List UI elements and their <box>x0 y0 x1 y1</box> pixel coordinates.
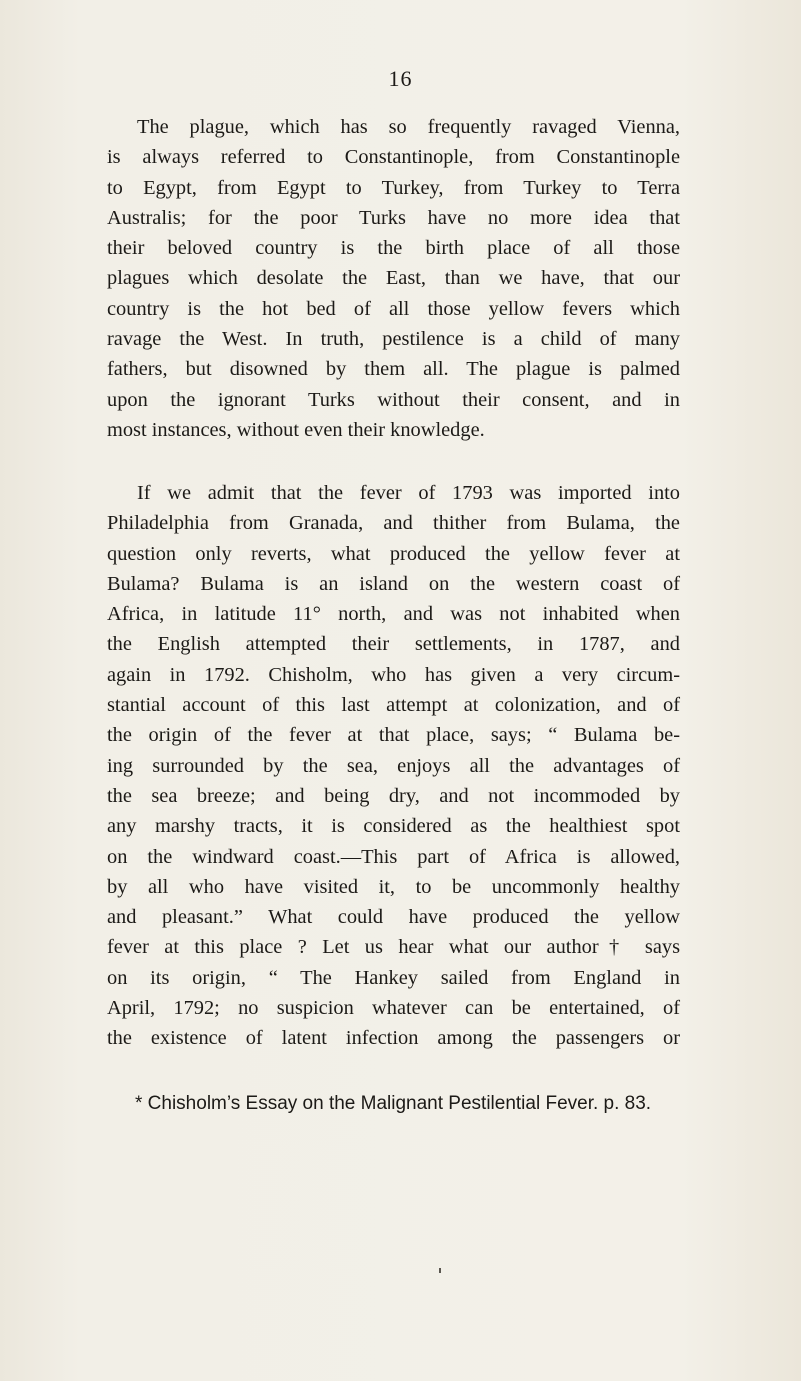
text-line: the origin of the fever at that place, says; “ Bulama be- <box>107 724 680 747</box>
text-line: most instances, without even their knowledge. <box>107 418 485 441</box>
text-line: is always referred to Constantinople, from Constantinople <box>107 146 680 169</box>
text-line: The plague, which has so frequently ravaged Vienna, <box>137 116 680 138</box>
footnote: * Chisholm’s Essay on the Malignant Pestilential Fever. p. 83. <box>135 1093 652 1114</box>
paragraph-bulama <box>107 478 680 1054</box>
text-line: to Egypt, from Egypt to Turkey, from Turkey to Terra <box>107 176 680 199</box>
text-line: any marshy tracts, it is considered as the healthiest spot <box>107 815 680 838</box>
text-line: fever at this place ? Let us hear what our author† says <box>107 936 680 959</box>
text-line: question only reverts, what produced the yellow fever at <box>107 542 680 565</box>
text-line: again in 1792. Chisholm, who has given a very circum- <box>107 663 680 686</box>
text-line: on the windward coast.—This part of Africa is allowed, <box>107 845 680 868</box>
text-line: Africa, in latitude 11° north, and was not inhabited when <box>107 603 680 626</box>
text-line: the existence of latent infection among the passengers or <box>107 1027 680 1050</box>
text-line: plagues which desolate the East, than we have, that our <box>107 267 680 290</box>
text-line: the English attempted their settlements, in 1787, and <box>107 633 680 656</box>
paragraph-plague <box>107 112 680 445</box>
text-line: upon the ignorant Turks without their consent, and in <box>107 388 680 411</box>
text-line: Australis; for the poor Turks have no more idea that <box>107 206 680 229</box>
text-line: Philadelphia from Granada, and thither from Bulama, the <box>107 512 680 535</box>
text-line: ravage the West. In truth, pestilence is a child of many <box>107 328 680 351</box>
text-line: ing surrounded by the sea, enjoys all the advantages of <box>107 754 680 777</box>
text-line: on its origin, “ The Hankey sailed from England in <box>107 966 680 989</box>
ink-speck <box>439 1268 441 1273</box>
text-line: country is the hot bed of all those yellow fevers which <box>107 297 680 320</box>
text-line: stantial account of this last attempt at colonization, and of <box>107 694 680 717</box>
text-line: by all who have visited it, to be uncommonly healthy <box>107 875 680 898</box>
text-line: and pleasant.” What could have produced the yellow <box>107 906 680 929</box>
text-line: April, 1792; no suspicion whatever can be entertained, of <box>107 997 680 1020</box>
text-line: If we admit that the fever of 1793 was imported into <box>137 482 680 504</box>
text-line: Bulama? Bulama is an island on the western coast of <box>107 572 680 595</box>
text-line: the sea breeze; and being dry, and not incommoded by <box>107 784 680 807</box>
text-line: their beloved country is the birth place of all those <box>107 237 680 260</box>
page-number: 16 <box>388 66 413 91</box>
text-line: fathers, but disowned by them all. The plague is palmed <box>107 358 680 381</box>
